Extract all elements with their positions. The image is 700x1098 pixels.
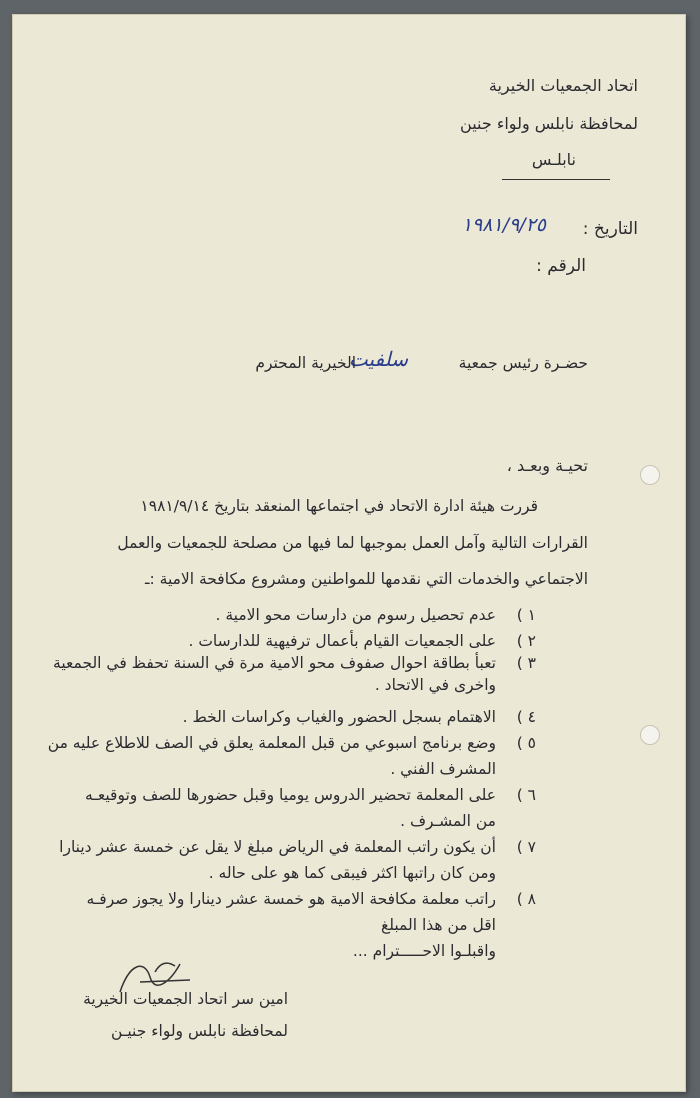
item-3-number: ٣ ) <box>516 654 536 672</box>
item-8-text: راتب معلمة مكافحة الامية هو خمسة عشر دينارا ولا يجوز صرفـه <box>86 890 496 908</box>
item-7-number: ٧ ) <box>516 838 536 856</box>
item-2-number: ٢ ) <box>516 632 536 650</box>
closing-line: واقبلـوا الاحـــــترام ... <box>352 942 496 960</box>
letter-page <box>12 14 686 1092</box>
item-6-text: على المعلمة تحضير الدروس يوميا وقبل حضورها للصف وتوقيعـه <box>85 786 496 804</box>
item-5-text-cont: المشرف الفني . <box>390 760 496 778</box>
intro-line-2: القرارات التالية وآمل العمل بموجبها لما فيها من مصلحة للجمعيات والعمل <box>117 534 588 552</box>
item-4-number: ٤ ) <box>516 708 536 726</box>
salutation-prefix: حضـرة رئيس جمعية <box>458 354 588 372</box>
reference-label: الرقم : <box>536 256 586 276</box>
intro-line-3: الاجتماعي والخدمات التي نقدمها للمواطنين ومشروع مكافحة الامية :ـ <box>144 570 588 588</box>
item-6-number: ٦ ) <box>516 786 536 804</box>
item-7-text-cont: ومن كان راتبها اكثر فيبقى كما هو على حاله . <box>208 864 496 882</box>
letterhead-line1: اتحاد الجمعيات الخيرية <box>488 76 638 95</box>
letterhead-line2: لمحافظة نابلس ولواء جنين <box>460 114 638 133</box>
item-1-number: ١ ) <box>516 606 536 624</box>
item-5-text: وضع برنامج اسبوعي من قبل المعلمة يعلق في الصف للاطلاع عليه من <box>47 734 496 752</box>
date-label: التاريخ : <box>582 219 638 239</box>
salutation-society: سلفيت <box>348 347 408 371</box>
signature-title-line1: امين سر اتحاد الجمعيات الخيرية <box>83 990 288 1008</box>
intro-line-1: قررت هيئة ادارة الاتحاد في اجتماعها المنعقد بتاريخ ١٩٨١/٩/١٤ <box>140 497 538 515</box>
item-1-text: عدم تحصيل رسوم من دارسات محو الامية . <box>215 606 496 624</box>
item-5-number: ٥ ) <box>516 734 536 752</box>
letterhead-rule <box>502 179 610 180</box>
date-value: ١٩٨١/٩/٢٥ <box>461 214 546 236</box>
greeting: تحيـة وبعـد ، <box>506 456 588 475</box>
item-4-text: الاهتمام بسجل الحضور والغياب وكراسات الخط . <box>182 708 496 726</box>
item-8-number: ٨ ) <box>516 890 536 908</box>
letterhead-line3: نابلـس <box>531 150 576 169</box>
item-7-text: أن يكون راتب المعلمة في الرياض مبلغ لا يقل عن خمسة عشر دينارا <box>59 838 496 856</box>
item-3-text-cont: واخرى في الاتحاد . <box>374 676 496 694</box>
punch-hole-bottom <box>640 725 660 745</box>
item-8-text-cont: اقل من هذا المبلغ <box>380 916 496 934</box>
punch-hole-top <box>640 465 660 485</box>
item-6-text-cont: من المشـرف . <box>400 812 496 830</box>
item-3-text: تعبأ بطاقة احوال صفوف محو الامية مرة في السنة تحفظ في الجمعية <box>53 654 496 672</box>
item-2-text: على الجمعيات القيام بأعمال ترفيهية للدارسات . <box>188 632 496 650</box>
signature-title-line2: لمحافظة نابلس ولواء جنيـن <box>111 1022 288 1040</box>
salutation-suffix: الخيرية المحترم <box>255 354 356 372</box>
